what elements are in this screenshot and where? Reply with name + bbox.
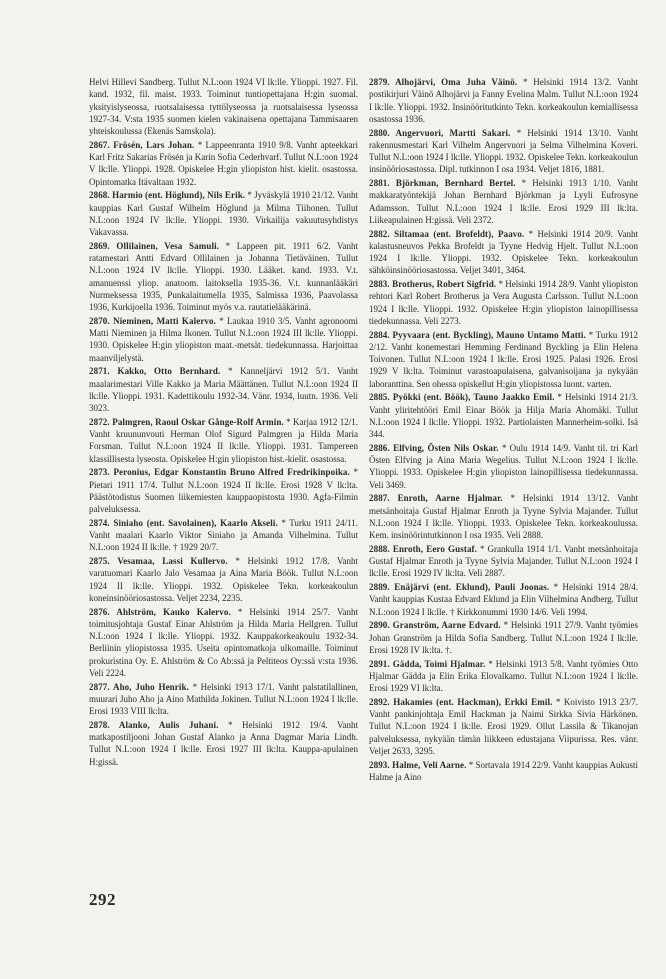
entry-heading: 2891. Gädda, Toimi Hjalmar. (369, 658, 486, 669)
register-entry (89, 517, 358, 554)
register-entry (89, 606, 358, 680)
register-entry (369, 228, 638, 277)
left-column (89, 76, 358, 769)
entry-text: * Helsinki 1914 21/3. Vanht yliritehtööri Emil Einar Böök ja Hilja Maria Ahomäki. Tullut N.L:oon 1924 I lk:lle. Ylioppi. 1932. Partiolaisten Mannerheim-solki. Isä 344. (369, 392, 639, 439)
entry-heading: 2871. Kakko, Otto Bernhard. (89, 366, 221, 377)
entry-heading: 2870. Nieminen, Matti Kalervo. (89, 315, 216, 326)
entry-heading: 2880. Angervuori, Martti Sakari. (369, 127, 511, 138)
entry-text: * Oulu 1914 14/9. Vanht til. tri Karl Östen Elfving ja Aina Maria Wegelius. Tullut N.L:oon 1924 I lk:lle. Ylioppi. 1933. Opiskelee H:gin yliopiston lainopillisessa tiedekunnassa. Veli 3469. (369, 442, 639, 490)
entry-text: * Karjaa 1912 12/1. Vanht kruununvouti Herman Olof Sigurd Palmgren ja Hilda Maria Forsman. Tullut N.L:oon 1924 II lk:lle. Ylioppi. 1931. Tampereen klassillisesta lyseosta. Opiskelee H:gin yliopiston hist.-kielit. osastossa. (89, 416, 359, 464)
entry-text: * Helsinki 1913 5/8. Vanht työmies Otto Hjalmar Gädda ja Elin Erika Elovalkamo. Tullut N.L:oon 1924 I lk:lle. Erosi 1929 VI lk:lta. (369, 658, 639, 693)
entry-text: * Helsinki 1914 25/7. Vanht toimitusjohtaja Gustaf Einar Ahlström ja Hilda Maria Hellgren. Tullut N.L:oon 1924 I lk:lle. Ylioppi. 1932. Kauppakorkeakoulu 1932-34. Berliinin yliopistossa 1935. Useita opintomatkoja ulkomaille. Toiminut prokuristina Oy. E. Ahlström & Co Ab:ssä ja Peltiteos Oy:ssä v:sta 1936. Veli 2224. (89, 606, 358, 678)
register-entry (369, 76, 638, 125)
register-entry (89, 719, 358, 768)
entry-heading: 2876. Ahlström, Kauko Kalervo. (89, 606, 231, 617)
entry-heading: 2889. Enäjärvi (ent. Eklund), Pauli Joonas. (369, 582, 550, 592)
register-entry (369, 278, 638, 327)
register-entry (369, 696, 638, 757)
entry-text: * Helsinki 1913 1/10. Vanht makkaratyöntekijä Johan Bernhard Björkman ja Lyyli Eufrosyne Adamsson. Tullut N.L:oon 1924 I lk:lle. Erosi 1929 III lk:lta. Liikeapulainen H:gissä. Veli 2372. (369, 178, 638, 225)
entry-heading: 2868. Harmio (ent. Höglund), Nils Erik. (89, 190, 246, 201)
register-entry (369, 127, 638, 176)
entry-heading: 2883. Brotherus, Robert Sigfrid. (369, 279, 497, 289)
entry-text: * Grankulla 1914 1/1. Vanht metsänhoitaja Gustaf Hjalmar Enroth ja Tyyne Sylvia Majander. Tullut N.L:oon 1924 I lk:lle. Erosi 1929 IV lk:lta. Veli 2887. (369, 543, 639, 579)
register-entry (89, 681, 358, 718)
entry-heading: 2892. Hakamies (ent. Hackman), Erkki Emil. (369, 696, 553, 707)
register-entry (369, 329, 638, 390)
register-entry (369, 581, 638, 618)
register-entry (369, 759, 638, 784)
register-entry (369, 177, 638, 226)
entry-heading: 2873. Peronius, Edgar Konstantin Bruno Alfred Fredrikinpoika. (89, 467, 350, 478)
right-column (369, 76, 638, 785)
entry-text: * Helsinki 1913 17/1. Vanht palstatilallinen, muurari Juho Aho ja Aino Mathilda Jokinen. Tullut N.L:oon 1924 I lk:lle. Erosi 1933 VIII lk:lta. (89, 681, 358, 716)
entry-heading: 2878. Alanko, Aulis Juhani. (89, 719, 219, 730)
page-number: 292 (89, 890, 116, 909)
entry-text: * Helsinki 1911 27/9. Vanht työmies Johan Granström ja Hilda Sofia Sandberg. Tullut N.L:oon 1924 I lk:lle. Erosi 1928 IV lk:lta. †. (369, 620, 639, 655)
entry-text: * Pietari 1911 17/4. Tullut N.L:oon 1924 II lk:lle. Erosi 1928 V lk:lta. Päästötodistus Suomen liikemiesten kauppaopistosta 1930. Agfa-Filmin palveluksessa. (89, 467, 358, 514)
entry-text: * Helsinki 1914 28/9. Vanht yliopiston rehtori Karl Robert Brotherus ja Vera Augusta Carlsson. Tullut N.L:oon 1924 I lk:lle. Ylioppi. 1932. Opiskelee H:gin yliopiston lainopillisessa tiedekunnassa. Veli 2273. (369, 279, 638, 326)
entry-heading: 2887. Enroth, Aarne Hjalmar. (369, 493, 503, 504)
entry-heading: 2869. Ollilainen, Vesa Samuli. (89, 240, 220, 251)
register-entry (89, 189, 358, 238)
entry-text: * Helsinki 1912 17/8. Vanht varatuomari Kaarlo Jalo Vesamaa ja Aina Maria Böök. Tullut N.L:oon 1924 II lk:lle. Ylioppi. 1932. Opiskelee Tekn. korkeakoulun koneinsinööriosastossa. Veljet 2234, 2235. (89, 556, 358, 603)
entry-text: * Kanneljärvi 1912 5/1. Vanht maalarimestari Ville Kakko ja Maria Määttänen. Tullut N.L:oon 1924 II lk:lle. Ylioppi. 1931. Kadettikoulu 1932-34. Vänr. 1934, luutn. 1936. Veli 3023. (89, 366, 358, 413)
entry-text: * Turku 1911 24/11. Vanht maalari Kaarlo Viktor Siniaho ja Amanda Vilhelmina. Tullut N.L:oon 1924 II lk:lle. † 1929 20/7. (89, 517, 358, 553)
entry-text: * Sortavala 1914 22/9. Vanht kauppias Aukusti Halme ja Aino (369, 759, 638, 782)
entry-heading: 2882. Siltamaa (ent. Brofeldt), Paavo. (369, 228, 525, 239)
register-entry (89, 466, 358, 515)
entry-heading: 2879. Alhojärvi, Oma Juha Väinö. (369, 77, 518, 87)
entry-text: * Helsinki 1914 20/9. Vanht kalastusneuvos Pekka Brofeldt ja Tyyne Hedvig Hjelt. Tullut N.L:oon 1924 I lk:lle. Ylioppi. 1932. Opiskelee Tekn. korkeakoulun sähköinsinööriosastossa. Veljet 3401, 3464. (369, 228, 638, 276)
entry-text: * Helsinki 1914 13/12. Vanht metsänhoitaja Gustaf Hjalmar Enroth ja Tyyne Sylvia Majander. Tullut N.L:oon 1924 I lk:lle. Ylioppi. 1933. Opiskelee Tekn. korkeakoulussa. Kem. insinöörintutkinnon I osa 1935. Veli 2888. (369, 493, 638, 540)
register-entry (369, 658, 638, 695)
register-entry (369, 492, 638, 541)
register-entry (89, 315, 358, 364)
entry-text: * Lappeenranta 1910 9/8. Vanht apteekkari Karl Fritz Sakarias Frösén ja Karin Sofia Cederhvarf. Tullut N.L:oon 1924 V lk:lle. Ylioppi. 1928. Opiskelee H:gin yliopiston hist. kielit. osastossa. Opintomatka Itävaltaan 1932. (89, 139, 358, 187)
register-entry (369, 619, 638, 656)
entry-heading: 2872. Palmgren, Raoul Oskar Gånge-Rolf Armin. (89, 416, 284, 427)
entry-heading: 2885. Pyökki (ent. Böök), Tauno Jaakko Emil. (369, 392, 555, 403)
entry-text: * Koivisto 1913 23/7. Vanht pankinjohtaja Emil Hackman ja Naimi Sirkka Sivia Härkönen. Tullut N.L:oon 1924 I lk:lle. Erosi 1929. Ollut Lassila & Tikanojan palveluksessa, nykyään tämän liikkeen edustajana Viipurissa. Res. vänr. Veljet 2633, 3295. (369, 696, 638, 756)
entry-text: * Jyväskylä 1910 21/12. Vanht kauppias Karl Gustaf Wilhelm Höglund ja Milma Tiihonen. Tullut N.L:oon 1924 IV lk:lle. Ylioppi. 1930. Virkailija vakuutusyhdistys Vakavassa. (89, 190, 359, 237)
entry-heading: 2888. Enroth, Eero Gustaf. (369, 543, 477, 554)
entry-heading: 2886. Elfving, Östen Nils Oskar. (369, 442, 499, 453)
entry-heading: 2881. Björkman, Bernhard Bertel. (369, 178, 516, 188)
register-entry (89, 555, 358, 604)
entry-heading: 2890. Granström, Aarne Edvard. (369, 620, 501, 631)
entry-heading: 2893. Halme, Veli Aarne. (369, 759, 467, 770)
entry-text: Helvi Hillevi Sandberg. Tullut N.L:oon 1924 VI lk:lle. Ylioppi. 1927. Fil. kand. 1932, fil. maist. 1933. Toiminut tuntiopettajana H:gin suomal. yksityislyseossa, ruotsalaisessa tyttölyseossa ja ruotsalaisessa lyseossa 1927-34. V:sta 1935 suomen kielen vakinaisena opettajana Tammisaaren yhteiskoulussa (Ekenäs Samskola). (89, 77, 358, 136)
entry-text: * Helsinki 1914 13/10. Vanht rakennusmestari Karl Vilhelm Angervuori ja Selma Vilhelmina Koveri. Tullut N.L:oon 1924 I lk:lle. Ylioppi. 1932. Opiskelee Tekn. korkeakoulun insinööriosastossa. Dipl. tutkinnon I osa 1934. Veljet 1816, 1881. (369, 127, 639, 175)
register-entry (89, 365, 358, 414)
register-entry (89, 416, 358, 465)
register-entry (369, 442, 638, 491)
entry-text: * Helsinki 1914 13/2. Vanht postikirjuri Väinö Alhojärvi ja Fanny Evelina Malm. Tullut N.L:oon 1924 I lk:lle. Ylioppi. 1932. Insinööritutkinto Tekn. korkeakoulun kemiallisessa osastossa 1936. (369, 77, 638, 124)
entry-heading: 2877. Aho, Juho Henrik. (89, 681, 189, 692)
register-entry (89, 76, 358, 137)
register-entry (89, 139, 358, 188)
entry-text: * Helsinki 1912 19/4. Vanht matkapostiljooni Johan Gustaf Alanko ja Anna Dagmar Maria Lindh. Tullut N.L:oon 1924 I lk:lle. Erosi 1927 III lk:lta. Kauppa-apulainen H:gissä. (89, 719, 359, 767)
register-entry (369, 543, 638, 580)
register-entry (89, 240, 358, 314)
entry-text: * Turku 1912 2/12. Vanht konemestari Hemming Ferdinand Byckling ja Elin Helena Toivonen. Tullut N.L:oon 1924 I lk:lle. Erosi 1925. Palasi 1926. Erosi 1929 V lk:lta. Toiminut varastoapulaisena, galvanisoijana ja nykyään laboranttina. Sen ohessa opiskellut H:gin yliopistossa luont. varten. (369, 329, 639, 389)
register-entry (369, 391, 638, 440)
entry-heading: 2884. Pyyvaara (ent. Byckling), Mauno Untamo Matti. (369, 329, 586, 340)
entry-text: * Laukaa 1910 3/5. Vanht agronoomi Matti Nieminen ja Hilma Ikonen. Tullut N.L:oon 1924 III lk:lle. Ylioppi. 1930. Opiskelee H:gin yliopiston maat.-metsät. tiedekunnassa. Harjoittaa maanviljelystä. (89, 315, 359, 363)
entry-text: * Helsinki 1914 28/4. Vanht kauppias Kustaa Edvard Eklund ja Elin Vilhelmina Andberg. Tullut N.L:oon 1924 I lk:lle. † Kirkkonummi 1930 14/6. Veli 1994. (369, 582, 639, 617)
entry-heading: 2874. Siniaho (ent. Savolainen), Kaarlo Akseli. (89, 517, 278, 528)
entry-heading: 2875. Vesamaa, Lassi Kullervo. (89, 556, 228, 566)
entry-heading: 2867. Frösén, Lars Johan. (89, 139, 195, 150)
entry-text: * Lappeen pit. 1911 6/2. Vanht ratamestari Antti Edvard Ollilainen ja Johanna Tietäväinen. Tullut N.L:oon 1924 IV lk:lle. Ylioppi. 1930. Lääket. kand. 1933. V.t. amanuenssi yliop. anatoom. laitoksella 1935-36. V.t. kunnanlääkäri Nurmeksessa 1935, Punkalaitumella 1935, Salmissa 1936, Paavolassa 1936, Kurkijoella 1936. Toiminut myös v.a. rautatielääkärinä. (89, 240, 359, 312)
